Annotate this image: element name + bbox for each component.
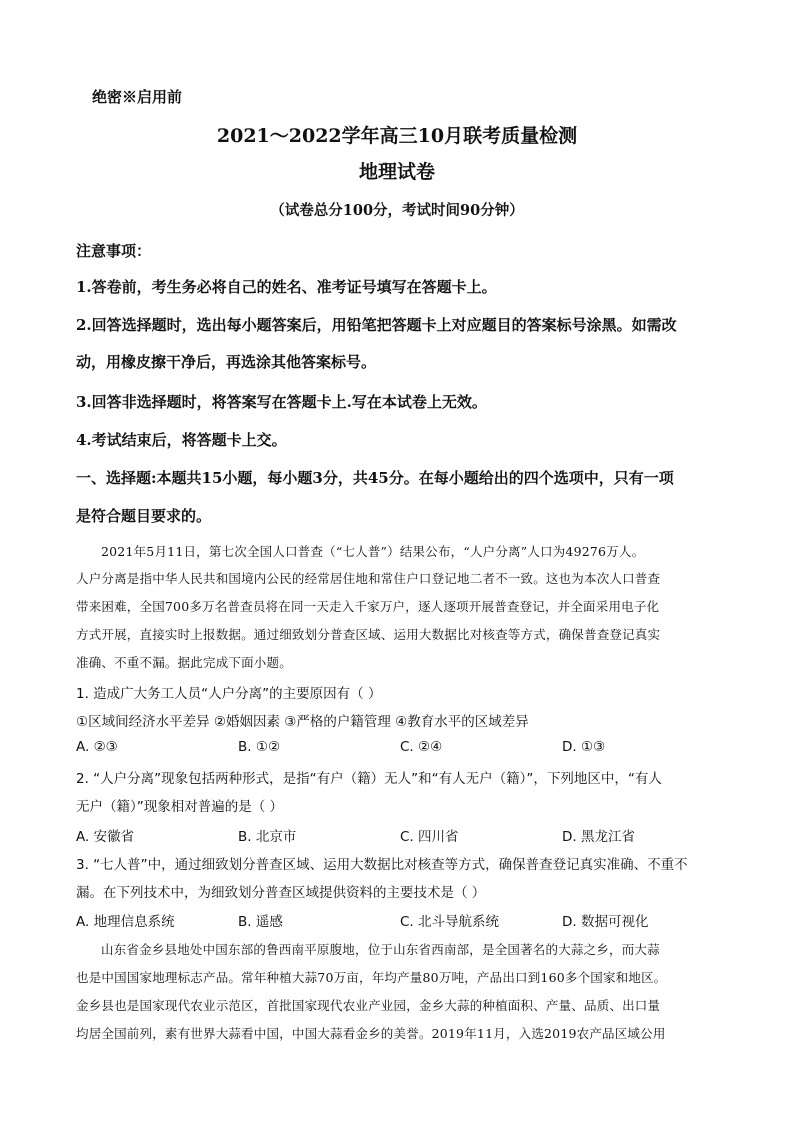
passage2-line-3: 金乡县也是国家现代农业示范区，首批国家现代农业产业园，金乡大蒜的种植面积、产量、品质、出口量 xyxy=(76,998,661,1013)
section-heading-line-2: 是符合题目要求的。 xyxy=(76,507,212,525)
notice-item-2-cont: 动，用橡皮擦干净后，再选涂其他答案标号。 xyxy=(76,353,377,371)
q2-option-a: A. 安徽省 xyxy=(76,829,135,845)
notice-item-2: 2.回答选择题时，选出每小题答案后，用铅笔把答题卡上对应题目的答案标号涂黑。如需改 xyxy=(76,316,677,334)
passage2-line-1: 山东省金乡县地处中国东部的鲁西南平原腹地，位于山东省西南部，是全国著名的大蒜之乡，而大蒜 xyxy=(101,942,660,957)
q1-option-c: C. ②④ xyxy=(400,739,443,755)
q2-option-b: B. 北京市 xyxy=(238,829,297,845)
q1-items: ①区域间经济水平差异 ②婚姻因素 ③严格的户籍管理 ④教育水平的区域差异 xyxy=(76,714,529,730)
q3-option-a: A. 地理信息系统 xyxy=(76,914,175,930)
q2-option-c: C. 四川省 xyxy=(400,829,459,845)
passage2-line-4: 均居全国前列，素有世界大蒜看中国，中国大蒜看金乡的美誉。2019年11月，入选2019农产品区域公用 xyxy=(76,1026,666,1041)
passage2-line-2: 也是中国国家地理标志产品。常年种植大蒜70万亩，年均产量80万吨，产品出口到160多个国家和地区。 xyxy=(76,970,667,985)
q1-option-b: B. ①② xyxy=(238,739,281,755)
passage1-line-2: 人户分离是指中华人民共和国境内公民的经常居住地和常住户口登记地二者不一致。这也为本次人口普查 xyxy=(76,571,661,586)
passage1-line-3: 带来困难，全国700多万名普查员将在同一天走入千家万户，逐人逐项开展普查登记，并全面采用电子化 xyxy=(76,599,660,614)
confidential-label: 绝密※启用前 xyxy=(92,88,183,106)
q2-stem-line-1: 2. “人户分离”现象包括两种形式，是指“有户（籍）无人”和“有人无户（籍）”，下列地区中，“有人 xyxy=(76,771,662,787)
notice-item-3: 3.回答非选择题时，将答案写在答题卡上.写在本试卷上无效。 xyxy=(76,393,487,411)
notice-item-1: 1.答卷前，考生务必将自己的姓名、准考证号填写在答题卡上。 xyxy=(76,278,497,296)
exam-title: 2021～2022学年高三10月联考质量检测 xyxy=(216,125,578,147)
exam-note: （试卷总分100分，考试时间90分钟） xyxy=(270,202,524,219)
q1-options xyxy=(76,739,736,759)
section-heading-line-1: 一、选择题:本题共15小题，每小题3分，共45分。在每小题给出的四个选项中，只有一项 xyxy=(76,469,674,487)
passage1-line-4: 方式开展，直接实时上报数据。通过细致划分普查区域、运用大数据比对核查等方式，确保普查登记真实 xyxy=(76,627,661,642)
q1-stem: 1. 造成广大务工人员“人户分离”的主要原因有（ ） xyxy=(76,686,382,702)
passage1-line-1: 2021年5月11日，第七次全国人口普查（“七人普”）结果公布，“人户分离”人口为49276万人。 xyxy=(101,544,645,559)
notice-item-4: 4.考试结束后，将答题卡上交。 xyxy=(76,431,287,449)
notice-heading: 注意事项： xyxy=(76,242,152,260)
passage1-line-5: 准确、不重不漏。据此完成下面小题。 xyxy=(76,655,292,670)
q3-options xyxy=(76,910,736,930)
q3-stem-line-2: 漏。在下列技术中，为细致划分普查区域提供资料的主要技术是（ ） xyxy=(76,885,486,901)
subject-title: 地理试卷 xyxy=(358,161,435,183)
q3-stem-line-1: 3. “七人普”中，通过细致划分普查区域、运用大数据比对核查等方式，确保普查登记真实准确、不重不 xyxy=(76,857,688,873)
q2-stem-line-2: 无户（籍）”现象相对普遍的是（ ） xyxy=(76,799,284,815)
q1-option-a: A. ②③ xyxy=(76,739,118,755)
q3-option-d: D. 数据可视化 xyxy=(562,914,649,930)
q3-option-b: B. 遥感 xyxy=(238,914,283,930)
q2-options xyxy=(76,825,736,845)
q3-option-c: C. 北斗导航系统 xyxy=(400,914,500,930)
q1-option-d: D. ①③ xyxy=(562,739,606,755)
q2-option-d: D. 黑龙江省 xyxy=(562,829,635,845)
